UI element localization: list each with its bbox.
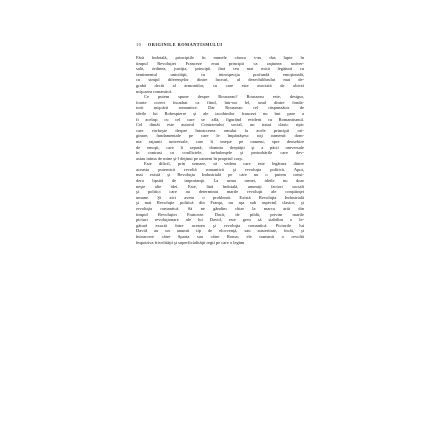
paragraph-3 [136,161,304,245]
text-line: gătură exactă între acestea şi revoluţia romantică. Picturile lui [136,222,304,228]
text-line: Fără îndoială, principiile în numele cărora s-au dus lupte în [136,55,304,60]
text-line: care vorbeşte despre întoarcerea omului la acele principii ori- [136,127,304,133]
text-line: picturi revoluţionare ale lui David, este greu să stabilim o le- [136,217,304,223]
text-line: torii mişcării romantice. Dar Rousseau cel răspunzător de [136,105,304,111]
text-line: astau inima de mine şi-l deţinui pe oameni în propriul corp. [136,155,243,161]
text-line: Cel dintâi este autorul Contractului social, un tratat clasic ripic [136,122,304,128]
text-line: mai există şi Revoluţia Industrială pe care nu o putem consi- [136,172,304,178]
text-line: timpul Revoluţiei Franceze erau principii ca raţiunea univer- [136,60,304,66]
text-line: nia raţiunii universale, care îi uneşte pe oameni, spre deosebire [136,138,304,144]
text-line: întoarcere către Sparta sau către Roma; ele transmit o revoltă [136,234,304,239]
text-line: şi mai Revoluţie politică din Franţa, nu aşa sub aspectul clasice, şi [136,200,304,206]
body-text [136,55,304,245]
paragraph-1 [136,55,304,94]
text-line: mişcarea romantică. [136,88,173,94]
text-line: în contrast cu conflictele, turbulenţele şi perturbările care dev- [136,150,304,156]
text-line: David au un anumit tip de elocvenţă, sau austeritate, încât, şi [136,228,304,234]
text-line: aceasta puternică revoltă romantică şi revoluţia politică. Apoi, [136,166,304,172]
text-line: ginare, fundamentale pe care le împărtăşesc toţi oamenii: dom- [136,133,304,139]
text-line: Ce putem spune despre Rousseau? Rousseau este, desigur, [144,94,304,100]
text-line: grabă decât al armoniilor, cu care este asociată de obicei [136,82,304,88]
text-line: ideile lui Robespierre şi ale iacobinilor francezi nu îmi pare a [136,110,304,116]
text-line: Este dificil, prin urmare, să vedem care este legătura dintre [144,161,304,167]
text-line: cu simţul diferenţelor dintre lucruri, al dezechilibrului mai de- [136,77,304,83]
text-line: foarte corect încadrat ca fiind, într-un fel, unul dintre fonda- [136,99,304,105]
text-line: timpul Revoluţiei Franceze. Dacă, de pildă, privim marile [136,211,304,217]
page-number: 10 [136,42,142,47]
text-line: fi acelaşi cu cel care se află, figurând evident cu Romantismul. [136,116,304,122]
text-line: sală, ordinea, justiţia, principii fără cea mai mică legătură cu [136,66,304,72]
text-line: umane. Şi aici avem o problemă. Există Revoluţia Industrială [136,194,304,200]
text-line: neşte alte idei. Este, fără îndoială, anumiţi factori sociali [136,183,304,189]
text-line: de emoţii, care îi separă; domnia dreptăţii şi a păcii universale [136,144,304,150]
text-line: sentimentul unicităţii, cu introspecţia profundă emoţională, [136,71,304,77]
text-line: revoluţia romantică. Să ne gândim chiar la marca artă din [136,206,304,212]
running-title: ORIGINILE ROMANTISMULUI [147,42,223,47]
text-line: şi politici care au determinat marile revoluţii ale conştiinţei [136,189,304,195]
text-line: dera lipsită de importanţă. La urma urmei, ideile nu doar [136,178,304,184]
paragraph-2 [136,94,304,161]
running-header [136,42,223,47]
text-line: împotriva frivolităţii şi superficialităţii regii pe care o legăm [136,239,245,245]
